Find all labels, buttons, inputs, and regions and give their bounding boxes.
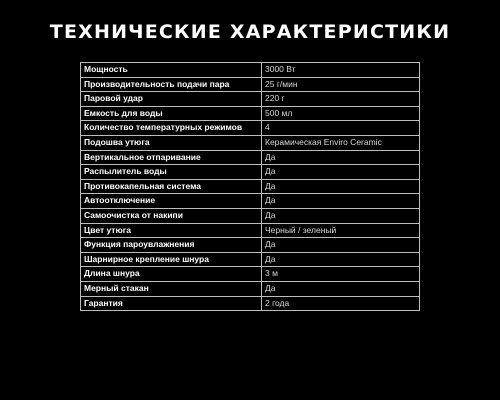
spec-label: Длина шнура	[81, 267, 262, 282]
spec-value: 500 мл	[262, 106, 420, 121]
table-row	[81, 165, 420, 180]
spec-value: 4	[262, 121, 420, 136]
table-row	[81, 238, 420, 253]
table-row	[81, 77, 420, 92]
spec-value: Черный / зеленый	[262, 223, 420, 238]
spec-value: 25 г/мин	[262, 77, 420, 92]
spec-value: Керамическая Enviro Ceramic	[262, 135, 420, 150]
spec-label: Мерный стакан	[81, 281, 262, 296]
spec-label: Шарнирное крепление шнура	[81, 252, 262, 267]
table-row	[81, 223, 420, 238]
spec-value: 2 года	[262, 296, 420, 311]
spec-value: 3 м	[262, 267, 420, 282]
table-row	[81, 194, 420, 209]
table-row	[81, 92, 420, 107]
spec-value: Да	[262, 194, 420, 209]
table-row	[81, 281, 420, 296]
spec-value: Да	[262, 150, 420, 165]
spec-value: Да	[262, 208, 420, 223]
spec-label: Вертикальное отпаривание	[81, 150, 262, 165]
spec-label: Распылитель воды	[81, 165, 262, 180]
table-row	[81, 121, 420, 136]
table-row	[81, 63, 420, 78]
spec-label: Функция пароувлажнения	[81, 238, 262, 253]
spec-label: Противокапельная система	[81, 179, 262, 194]
table-row	[81, 179, 420, 194]
spec-value: 3000 Вт	[262, 63, 420, 78]
spec-label: Мощность	[81, 63, 262, 78]
spec-label: Паровой удар	[81, 92, 262, 107]
spec-label: Количество температурных режимов	[81, 121, 262, 136]
spec-label: Цвет утюга	[81, 223, 262, 238]
spec-label: Гарантия	[81, 296, 262, 311]
spec-value: Да	[262, 165, 420, 180]
table-row	[81, 208, 420, 223]
table-row	[81, 267, 420, 282]
spec-value: 220 г	[262, 92, 420, 107]
spec-value: Да	[262, 179, 420, 194]
spec-label: Подошва утюга	[81, 135, 262, 150]
table-row	[81, 296, 420, 311]
table-row	[81, 150, 420, 165]
specs-table	[80, 62, 420, 311]
spec-label: Самоочистка от накипи	[81, 208, 262, 223]
spec-label: Емкость для воды	[81, 106, 262, 121]
table-row	[81, 106, 420, 121]
spec-value: Да	[262, 281, 420, 296]
table-row	[81, 252, 420, 267]
spec-label: Производительность подачи пара	[81, 77, 262, 92]
page-title: ТЕХНИЧЕСКИЕ ХАРАКТЕРИСТИКИ	[49, 21, 451, 43]
table-row	[81, 135, 420, 150]
spec-label: Автоотключение	[81, 194, 262, 209]
spec-value: Да	[262, 238, 420, 253]
spec-value: Да	[262, 252, 420, 267]
